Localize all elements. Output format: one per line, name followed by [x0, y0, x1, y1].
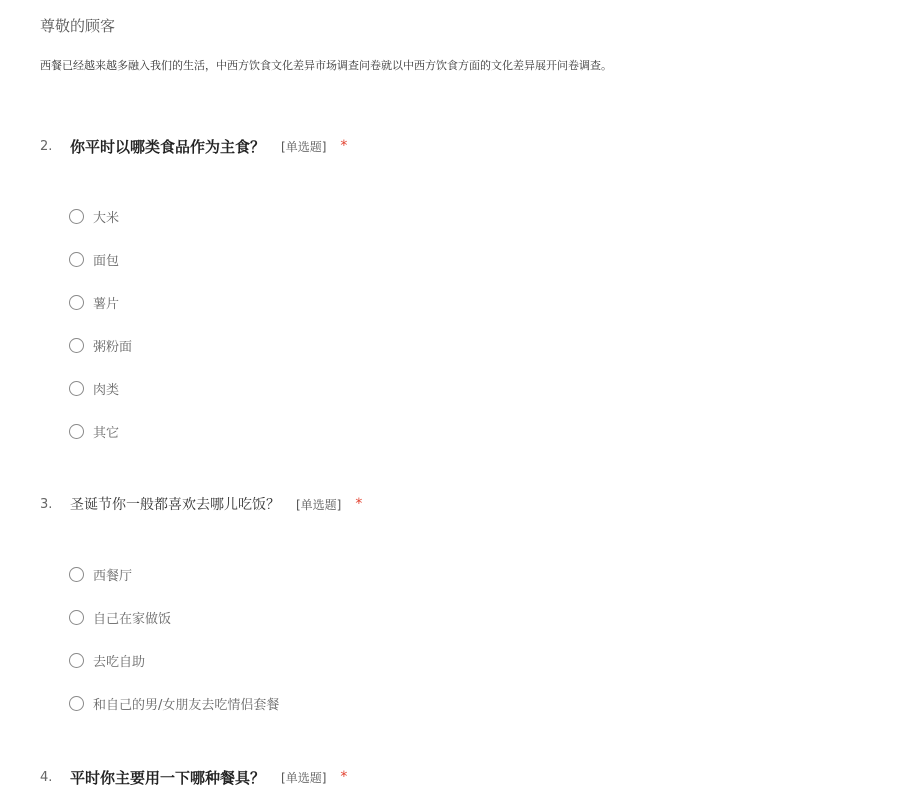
option-label: 大米: [93, 210, 120, 226]
radio-button[interactable]: [69, 381, 84, 396]
question-title: 圣诞节你一般都喜欢去哪儿吃饭？: [70, 497, 280, 513]
question-number: 2.: [40, 138, 53, 154]
option-couple-set-meal[interactable]: [69, 693, 279, 713]
question-type: [单选题]: [296, 497, 342, 512]
radio-button[interactable]: [69, 610, 84, 625]
option-label: 自己在家做饭: [93, 611, 172, 627]
question-3-header: [40, 492, 362, 516]
option-label: 和自己的男/女朋友去吃情侣套餐: [93, 697, 280, 713]
required-marker: *: [355, 496, 363, 512]
radio-button[interactable]: [69, 567, 84, 582]
question-title: 平时你主要用一下哪种餐具？: [70, 768, 266, 787]
greeting-text: 尊敬的顾客: [40, 17, 116, 35]
radio-button[interactable]: [69, 295, 84, 310]
option-label: 其它: [93, 425, 120, 441]
option-label: 肉类: [93, 382, 120, 398]
option-rice[interactable]: [69, 206, 119, 226]
radio-button[interactable]: [69, 696, 84, 711]
radio-button[interactable]: [69, 653, 84, 668]
survey-intro: 西餐已经越来越多融入我们的生活，中西方饮食文化差异市场调查问卷就以中西方饮食方面的文化差异展开问卷调查。: [40, 59, 612, 72]
radio-button[interactable]: [69, 424, 84, 439]
question-type: [单选题]: [281, 139, 327, 154]
question-type: [单选题]: [281, 770, 327, 785]
option-bread[interactable]: [69, 249, 119, 269]
option-chips[interactable]: [69, 292, 119, 312]
option-label: 薯片: [93, 296, 120, 312]
option-label: 粥粉面: [93, 339, 133, 355]
required-marker: *: [340, 769, 348, 785]
question-title: 你平时以哪类食品作为主食？: [70, 137, 266, 156]
option-buffet[interactable]: [69, 650, 145, 670]
option-label: 去吃自助: [93, 654, 146, 670]
radio-button[interactable]: [69, 338, 84, 353]
option-label: 西餐厅: [93, 568, 133, 584]
option-other[interactable]: [69, 421, 119, 441]
radio-button[interactable]: [69, 252, 84, 267]
question-number: 4.: [40, 769, 53, 785]
required-marker: *: [340, 138, 348, 154]
option-label: 面包: [93, 253, 120, 269]
option-cook-at-home[interactable]: [69, 607, 171, 627]
question-number: 3.: [40, 496, 53, 512]
option-congee-noodles[interactable]: [69, 335, 132, 355]
question-2-header: [40, 134, 347, 158]
question-4-header: [40, 765, 347, 789]
radio-button[interactable]: [69, 209, 84, 224]
option-western-restaurant[interactable]: [69, 564, 132, 584]
option-meat[interactable]: [69, 378, 119, 398]
